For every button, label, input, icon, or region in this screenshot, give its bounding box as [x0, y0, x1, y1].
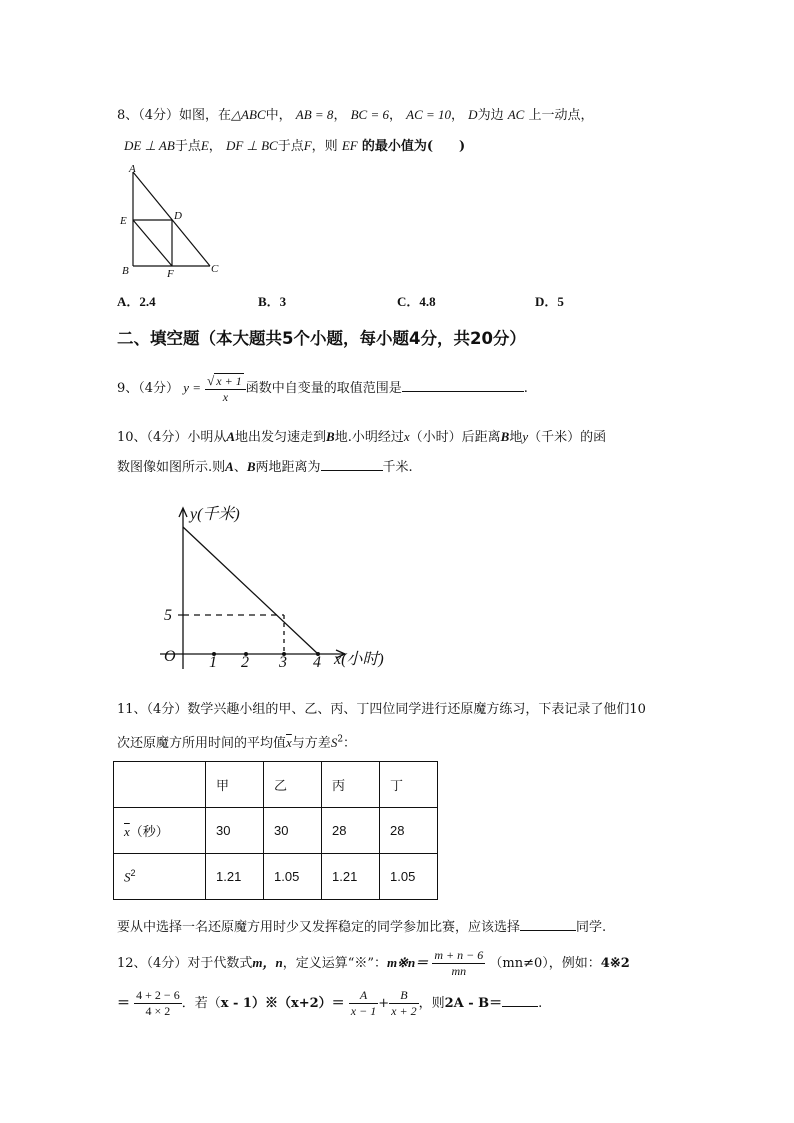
table-cell: 1.21: [322, 854, 380, 900]
table-cell: 1.05: [264, 854, 322, 900]
q10-text: 地: [509, 430, 523, 445]
frac1-den: mn: [451, 964, 467, 978]
q8-option-d[interactable]: D．5: [535, 294, 564, 309]
q9-y-eq: y =: [183, 380, 201, 395]
q11-line2: [117, 732, 356, 751]
q11-text: 次还原魔方所用时间的平均值: [117, 736, 287, 751]
q9-sqrt-content: x + 1: [216, 373, 242, 388]
q12-expr: x - 1）※（x+2）＝: [220, 996, 345, 1011]
q10-text: 千米.: [382, 460, 413, 475]
q8-de-ab: DE ⊥ AB: [124, 138, 175, 153]
q11-after: [117, 916, 606, 935]
q12-example: 4※2: [600, 956, 630, 971]
q11-sup: 2: [337, 734, 344, 745]
q10-number: 10、（4分）: [117, 430, 188, 445]
label-b: B: [122, 265, 129, 277]
q8-option-b[interactable]: B．3: [258, 294, 287, 309]
q8-text: 如图，在: [179, 108, 232, 123]
table-row-label: [114, 854, 206, 900]
q10-b: B: [500, 429, 510, 444]
x-tick-1: 1: [209, 654, 217, 671]
graph-line: [183, 527, 318, 654]
q8-text: 上一动点，: [528, 108, 594, 123]
q10-text: （小时）后距离: [409, 430, 501, 445]
frac2-num: 4 + 2 − 6: [136, 988, 180, 1002]
q12-plus: +: [378, 996, 390, 1011]
frac2-den: 4 × 2: [145, 1004, 171, 1018]
q11-text: ：: [343, 736, 357, 751]
q12-end: .: [538, 996, 543, 1011]
q12-text: 对于代数式: [187, 956, 253, 971]
fracb-num: B: [389, 988, 418, 1004]
q8-number: 8、（4分）: [117, 108, 180, 123]
q12-frac2: [134, 988, 182, 1019]
q10-x: x: [403, 429, 410, 444]
q10-y: y: [522, 429, 529, 444]
q12-frac1: [432, 948, 485, 979]
table-header: 丙: [322, 762, 380, 808]
q10-sep: 、: [233, 460, 247, 475]
q8-ef: EF: [341, 138, 358, 153]
q10-a: A: [225, 459, 234, 474]
q8-df-bc: DF ⊥ BC: [225, 138, 278, 153]
table-header: 甲: [206, 762, 264, 808]
q12-text: ，例如：: [548, 956, 601, 971]
q11-text: 要从中选择一名还原魔方用时少又发挥稳定的同学参加比赛，应该选择: [117, 920, 521, 935]
q10-a: A: [226, 429, 236, 444]
q12-line2: [117, 985, 542, 1023]
label-d: D: [174, 210, 182, 222]
q11-text: 与方差: [291, 736, 331, 751]
q12-frac-a: [349, 988, 378, 1019]
q12-mn: m，n: [252, 955, 283, 970]
q11-text: 数学兴趣小组的甲、乙、丙、丁四位同学进行还原魔方练习，下表记录了他们10: [187, 702, 646, 717]
label-a: A: [129, 163, 136, 175]
q8-text: ，则: [311, 139, 338, 154]
mean-symbol: $\overline{x}$: [124, 824, 130, 839]
q10-text: 地出发匀速走到: [235, 430, 327, 445]
q10-graph: [150, 497, 400, 677]
fraca-den: x − 1: [350, 1004, 377, 1018]
table-header: 丁: [380, 762, 438, 808]
q9-denominator: x: [222, 389, 229, 404]
frac1-num: m + n − 6: [434, 948, 484, 962]
table-cell: 30: [264, 808, 322, 854]
q11-text: 同学.: [576, 920, 607, 935]
table-row-label: [114, 808, 206, 854]
q10-b: B: [326, 429, 335, 444]
q10-answer-blank[interactable]: [321, 458, 383, 471]
table-cell: [114, 762, 206, 808]
q11-xbar: $\overline{x}$: [286, 735, 292, 750]
q9-number: 9、（4分）: [117, 381, 180, 396]
q8-triangle: △ABC: [231, 107, 266, 122]
segment-ef: [133, 220, 172, 266]
table-cell: 1.21: [206, 854, 264, 900]
q11-line1: [117, 698, 646, 717]
q8-ac: AC = 10: [406, 107, 452, 122]
section-title: 二、填空题（本大题共5个小题，每小题4分，共20分）: [117, 329, 526, 348]
x-axis-label: x(小时): [334, 651, 384, 668]
q8-comma: ，: [333, 108, 347, 123]
q9-text: 函数中自变量的取值范围是: [245, 381, 402, 396]
q8-ab: AB = 8: [295, 107, 334, 122]
table-cell: 28: [322, 808, 380, 854]
q12-text: ．若（: [181, 996, 221, 1011]
q12-text: ，则: [418, 996, 445, 1011]
q8-text: 中，: [265, 108, 292, 123]
y-axis-label: y(千米): [190, 506, 240, 523]
q8-f: F: [303, 138, 312, 153]
q10-b: B: [246, 459, 256, 474]
q12-def: m※n＝: [386, 955, 429, 970]
variance-symbol: S: [124, 869, 131, 885]
fracb-den: x + 2: [391, 1004, 417, 1018]
q8-bc: BC = 6: [350, 107, 389, 122]
label-f: F: [167, 268, 174, 280]
table-row: [114, 808, 438, 854]
q9-line: [117, 370, 528, 410]
q11-s: S: [330, 735, 338, 750]
q11-table: [113, 761, 438, 900]
q8-comma: ，: [388, 108, 402, 123]
y-tick-5: 5: [164, 607, 172, 624]
q8-option-a[interactable]: A．2.4: [117, 294, 156, 309]
q8-e: E: [200, 138, 209, 153]
q12-line1: [117, 944, 630, 983]
fraca-num: A: [349, 988, 378, 1004]
x-tick-2: 2: [241, 654, 249, 671]
q12-text: ，定义运算“※”：: [282, 956, 387, 971]
q8-text: 为边: [477, 108, 504, 123]
q12-number: 12、（4分）: [117, 956, 188, 971]
x-tick-3: 3: [279, 654, 287, 671]
mean-unit: （秒）: [129, 825, 169, 840]
q12-eq: ＝: [117, 996, 131, 1011]
table-cell: 30: [206, 808, 264, 854]
variance-sup: 2: [130, 867, 136, 878]
q11-answer-blank[interactable]: [520, 918, 576, 931]
table-header: 乙: [264, 762, 322, 808]
q12-cond: （mn≠0）: [489, 956, 549, 971]
q8-text: 于点: [174, 139, 201, 154]
label-e: E: [120, 215, 127, 227]
q8-text: 的最小值为( ): [361, 139, 466, 154]
q10-text: 地.小明经过: [334, 430, 404, 445]
table-cell: 1.05: [380, 854, 438, 900]
q8-ac-edge: AC: [507, 107, 525, 122]
label-c: C: [211, 263, 219, 275]
q10-line1: [117, 426, 606, 445]
q8-text: 于点: [277, 139, 304, 154]
q9-answer-blank[interactable]: [402, 379, 524, 392]
q9-end: .: [523, 381, 528, 396]
q11-number: 11、（4分）: [117, 702, 188, 717]
q12-frac-b: [389, 988, 418, 1019]
q8-line1: 8、（4分）如图，在△ABC中， AB = 8， BC = 6， AC = 10， D为边 AC 上一动点，: [117, 107, 594, 123]
q8-line2: [124, 135, 465, 154]
q10-text: （千米）的函: [528, 430, 607, 445]
table-row: [114, 854, 438, 900]
q12-ask: 2A - B＝: [444, 996, 503, 1011]
origin-label: O: [164, 648, 176, 665]
q9-fraction: $\frac{√ x + 1}{x}$: [205, 373, 246, 405]
q10-text: 两地距离为: [255, 460, 321, 475]
q8-comma: ，: [208, 139, 222, 154]
q10-line2: [117, 456, 413, 475]
q12-answer-blank[interactable]: [502, 994, 538, 1007]
q10-text: 小明从: [187, 430, 227, 445]
q8-option-c[interactable]: C．4.8: [397, 294, 436, 309]
x-tick-4: 4: [313, 654, 321, 671]
q8-triangle-figure: [115, 162, 225, 282]
table-row: [114, 762, 438, 808]
table-cell: 28: [380, 808, 438, 854]
q10-text: 数图像如图所示.则: [117, 460, 226, 475]
q8-d: D: [468, 107, 478, 122]
